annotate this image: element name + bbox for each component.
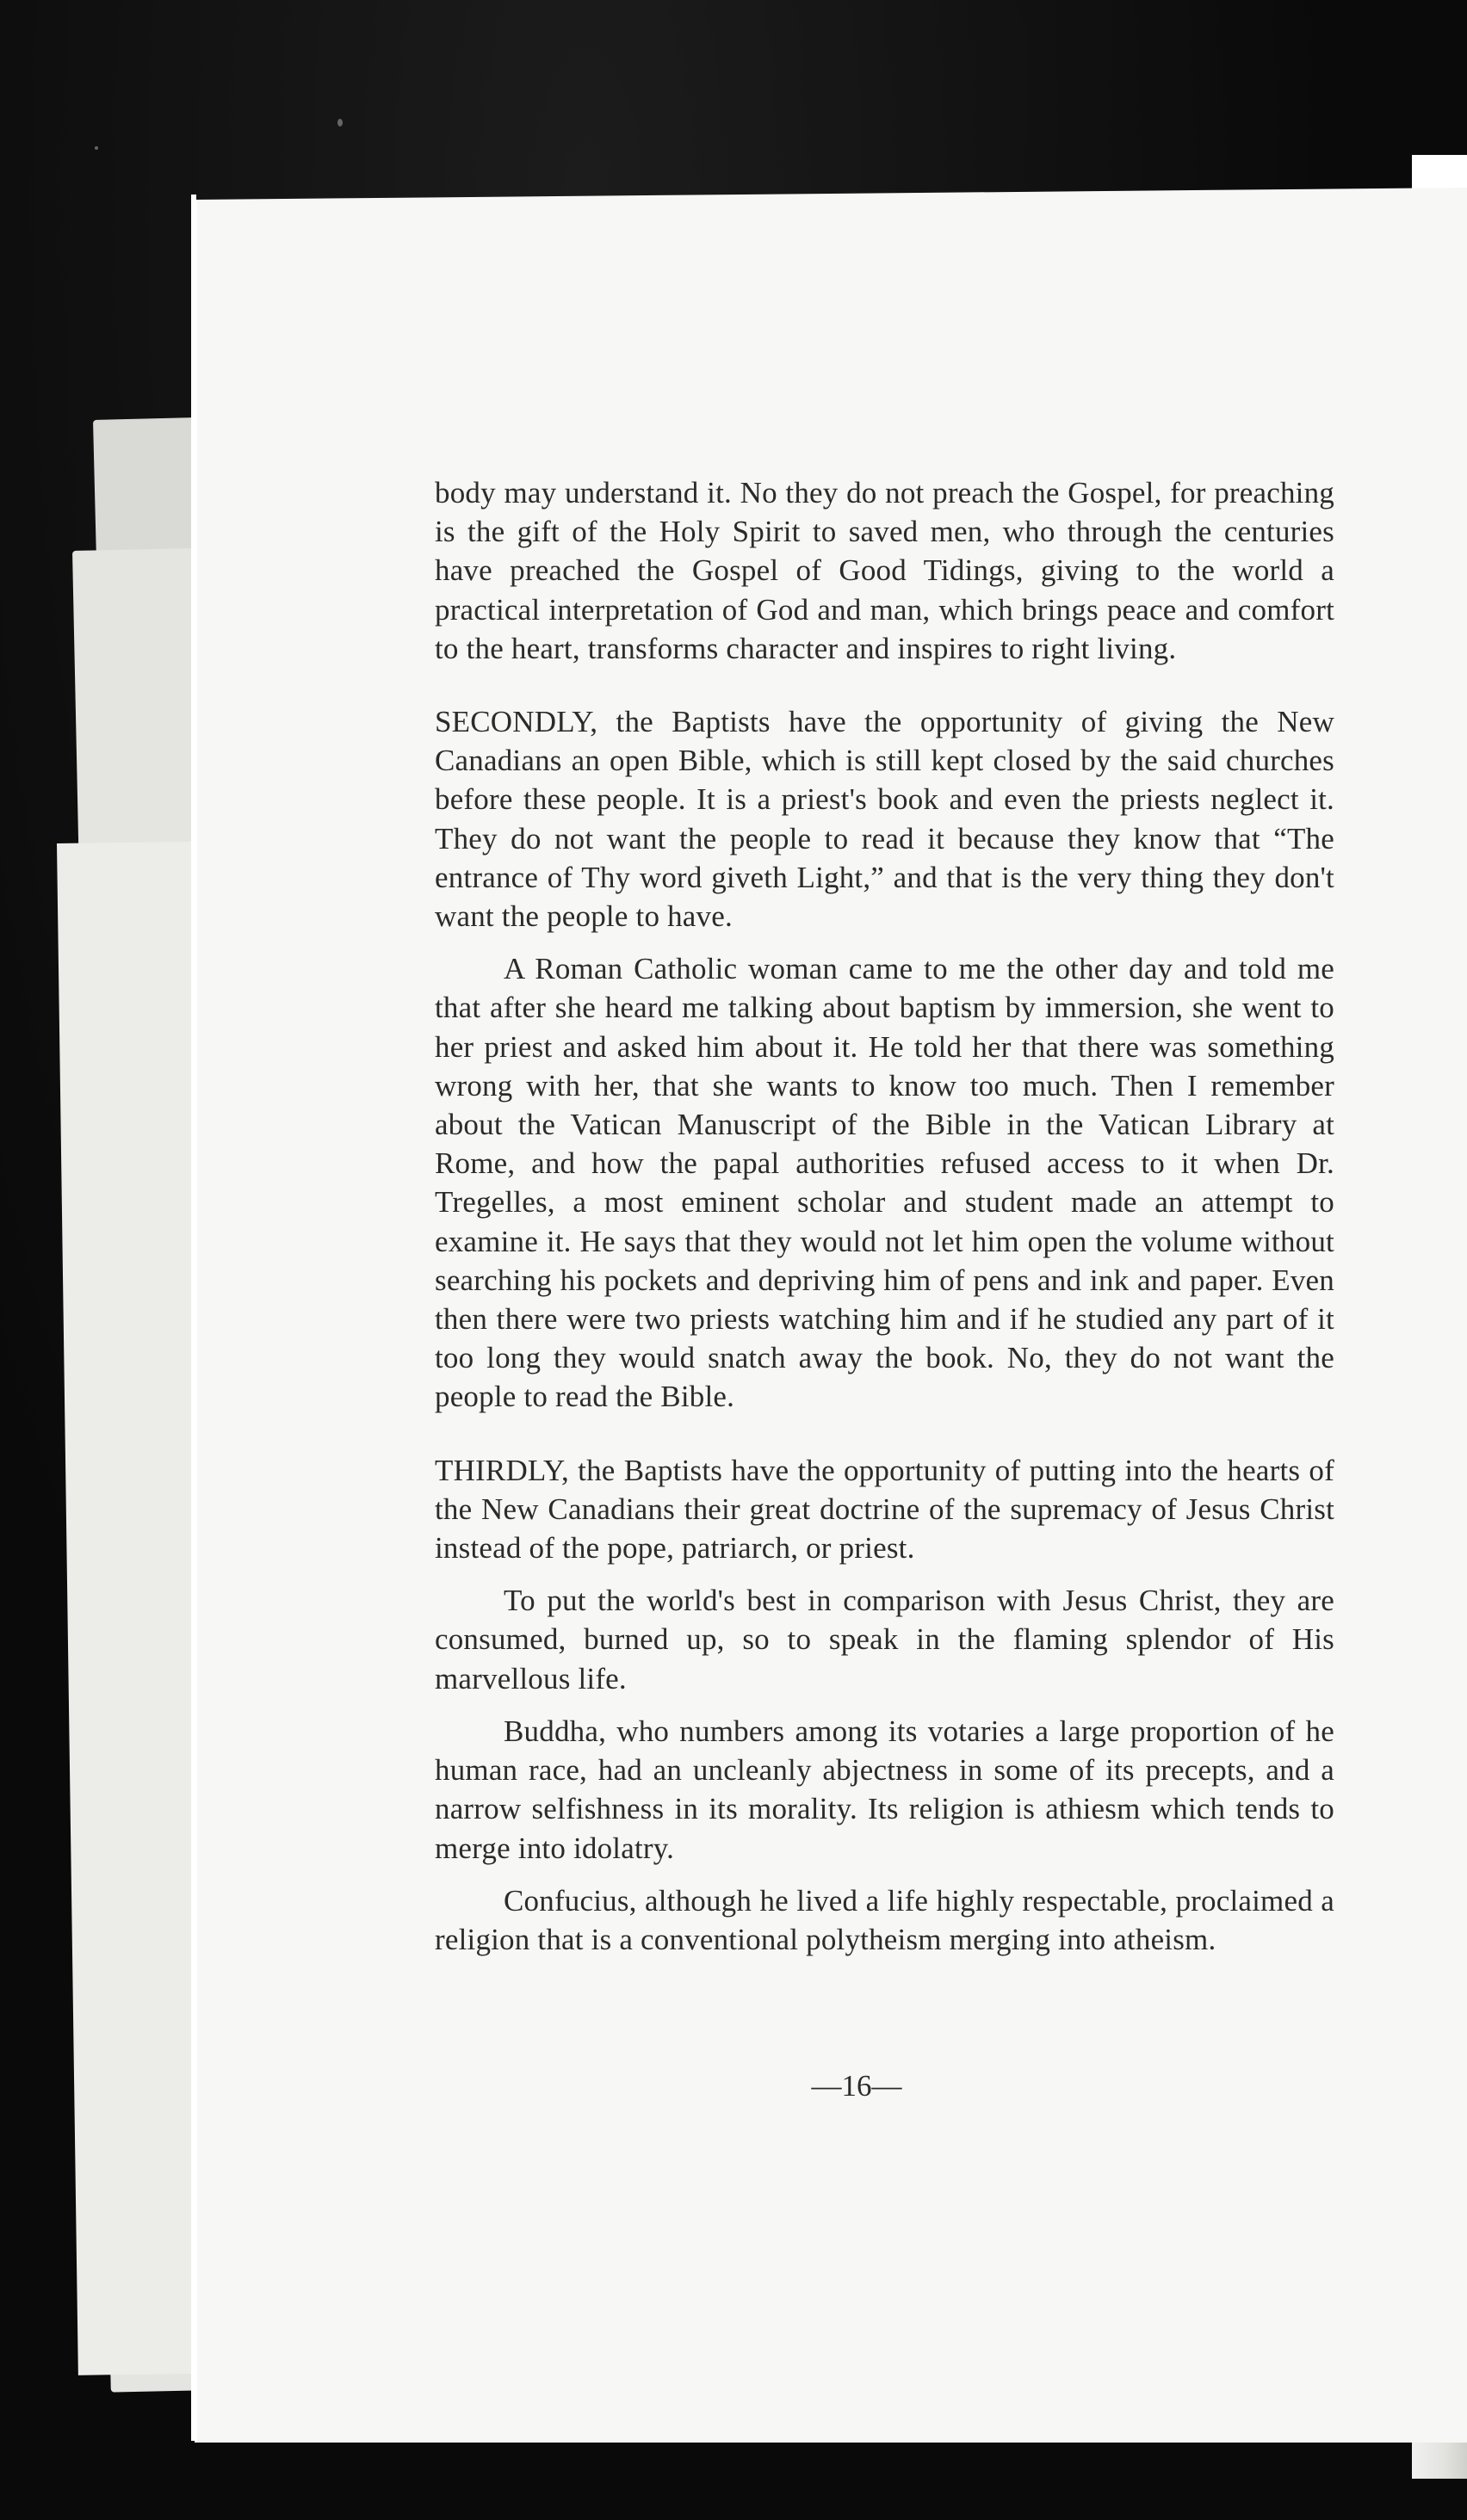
dust-speck [95,146,98,150]
paragraph-continuation: body may understand it. No they do not preach the Gospel, for preaching is the gift of the Holy Spirit to saved men, who through the centuries have preached the Gospel of Good Tidings, giving to the world a practical interpretation of God and man, which brings peace and comfort to the heart, transforms character and inspires to right living. [435,476,1334,665]
paragraph-worlds-best: To put the world's best in comparison with Jesus Christ, they are consumed, burned up, so to speak in the flaming splendor of His marvellous life. [435,1584,1334,1695]
dust-speck [337,119,343,127]
page-number: —16— [811,2069,902,2103]
paragraph-secondly: SECONDLY, the Baptists have the opportunity of giving the New Canadians an open Bible, which is still kept closed by the said churches before these people. It is a priest's book and even the priests neglect it. They do not want the people to read it because they know that “The entrance of Thy word giveth Light,” and that is the very thing they don't want the people to have. [435,705,1334,934]
body-text [435,473,1334,1959]
paragraph-thirdly: THIRDLY, the Baptists have the opportunity of putting into the hearts of the New Canadians their great doctrine of the supremacy of Jesus Christ instead of the pope, patriarch, or priest. [435,1453,1334,1566]
paragraph-buddha: Buddha, who numbers among its votaries a large proportion of he human race, had an uncleanly abjectness in some of its precepts, and a narrow selfishness in its morality. Its religion is athiesm which tends to merge into idolatry. [435,1714,1334,1865]
page-left-edge [191,195,196,2441]
right-page-tab [1412,155,1467,193]
paragraph-roman-catholic-woman: A Roman Catholic woman came to me the other day and told me that after she heard me talking about baptism by immersion, she went to her priest and asked him about it. He told her that there was something wrong with her, that she wants to know too much. Then I remember about the Vatican Manuscript of the Bible in the Vatican Library at Rome, and how the papal authorities refused access to it when Dr. Tregelles, a most eminent scholar and student made an attempt to examine it. He says that they would not let him open the volume without searching his pockets and depriving him of pens and ink and paper. Even then there were two priests watching him and if he studied any part of it too long they would snatch away the book. No, they do not want the people to read the Bible. [435,952,1334,1414]
paragraph-confucius: Confucius, although he lived a life highly respectable, proclaimed a religion that is a conventional polytheism merging into atheism. [435,1883,1334,1956]
